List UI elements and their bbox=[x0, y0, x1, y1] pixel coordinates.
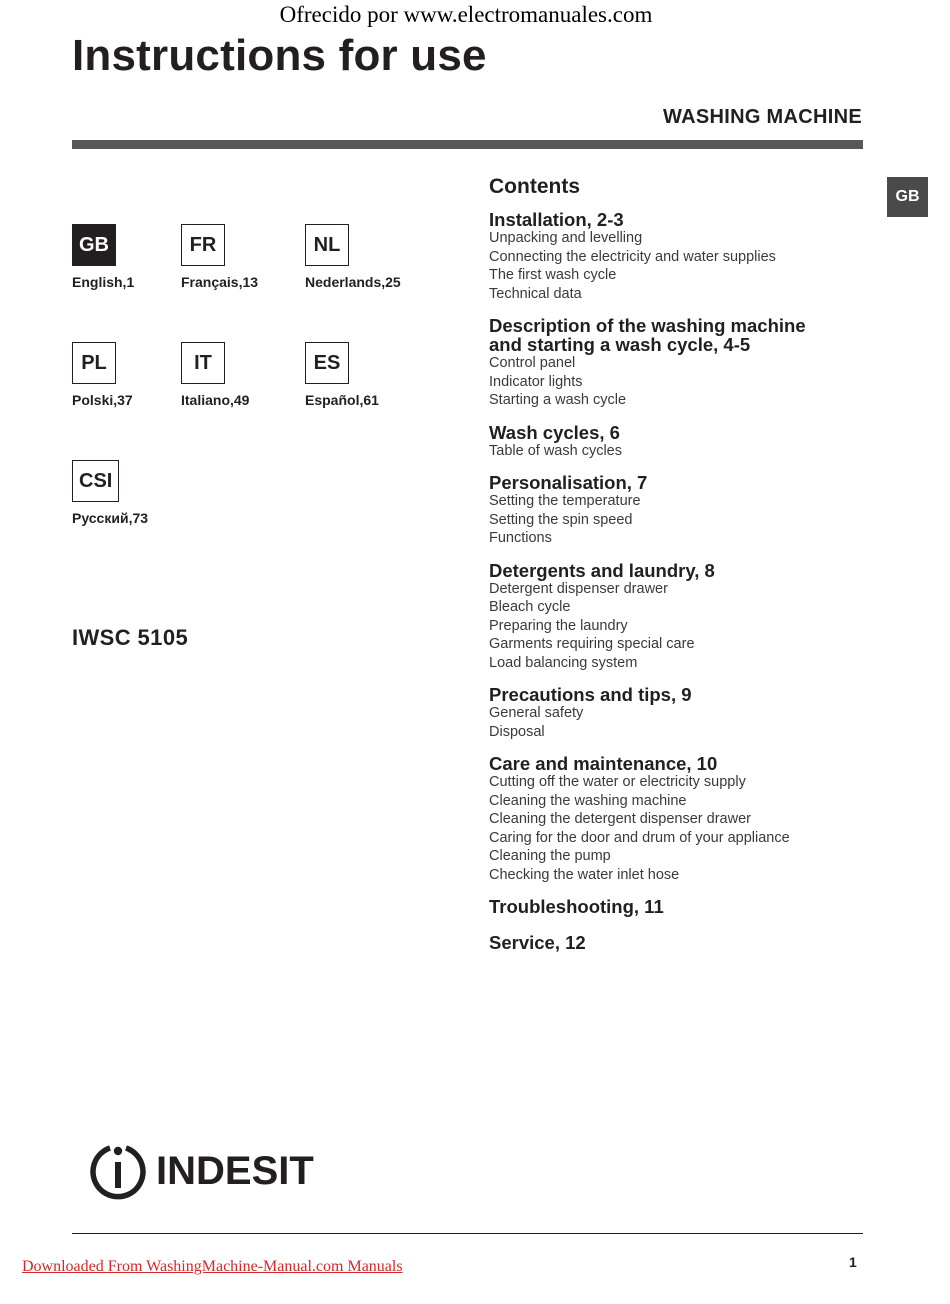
brand-name: INDESIT bbox=[156, 1149, 314, 1193]
toc-item[interactable]: Cutting off the water or electricity supply bbox=[489, 774, 746, 790]
toc-item[interactable]: Setting the spin speed bbox=[489, 511, 633, 528]
language-label: Français,13 bbox=[181, 274, 259, 290]
toc-item[interactable]: The first wash cycle bbox=[489, 267, 617, 283]
page-title: Instructions for use bbox=[72, 31, 487, 80]
language-fr[interactable] bbox=[181, 224, 321, 290]
language-es[interactable] bbox=[305, 342, 445, 408]
toc-item[interactable]: Detergent dispenser drawer bbox=[489, 580, 668, 597]
toc-section-service bbox=[489, 933, 869, 952]
language-code-box: PL bbox=[72, 342, 116, 384]
toc-section-personalisation bbox=[489, 473, 869, 548]
language-code-box: ES bbox=[305, 342, 349, 384]
language-code-box: CSI bbox=[72, 460, 119, 502]
toc-section-installation bbox=[489, 210, 869, 303]
language-code-box: GB bbox=[72, 224, 116, 266]
toc-item[interactable]: Connecting the electricity and water supplies bbox=[489, 248, 776, 265]
toc-item[interactable]: General safety bbox=[489, 705, 584, 721]
toc-item[interactable]: Technical data bbox=[489, 285, 582, 302]
language-label: Español,61 bbox=[305, 392, 379, 408]
toc-section-title[interactable]: Service, 12 bbox=[489, 932, 586, 953]
toc-section-description bbox=[489, 316, 869, 410]
toc-section-title[interactable]: Troubleshooting, 11 bbox=[489, 896, 664, 917]
language-it[interactable] bbox=[181, 342, 321, 408]
toc-section-title[interactable]: Detergents and laundry, 8 bbox=[489, 559, 715, 581]
toc-section-title[interactable]: Care and maintenance, 10 bbox=[489, 753, 718, 774]
language-csi[interactable] bbox=[72, 460, 212, 526]
toc-item[interactable]: Caring for the door and drum of your appliance bbox=[489, 829, 790, 846]
toc-section-care bbox=[489, 754, 869, 884]
title-divider-bar bbox=[72, 140, 863, 149]
language-label: Italiano,49 bbox=[181, 392, 250, 408]
toc-section-precautions bbox=[489, 685, 869, 741]
top-note: Ofrecido por www.electromanuales.com bbox=[279, 2, 653, 27]
document-subtitle: WASHING MACHINE bbox=[663, 106, 862, 128]
indesit-logo-icon bbox=[88, 1141, 148, 1201]
toc-section-title[interactable]: Wash cycles, 6 bbox=[489, 421, 620, 443]
page-number: 1 bbox=[849, 1254, 857, 1270]
side-language-tab: GB bbox=[887, 177, 928, 217]
toc-section-title-continued[interactable]: and starting a wash cycle, 4-5 bbox=[489, 334, 751, 355]
contents-heading: Contents bbox=[489, 175, 580, 198]
toc-section-detergents bbox=[489, 561, 869, 673]
toc-item[interactable]: Cleaning the detergent dispenser drawer bbox=[489, 811, 751, 827]
toc-item[interactable]: Preparing the laundry bbox=[489, 617, 628, 634]
toc-section-title[interactable]: Description of the washing machine bbox=[489, 315, 806, 336]
toc-item[interactable]: Indicator lights bbox=[489, 373, 583, 390]
toc-item[interactable]: Load balancing system bbox=[489, 654, 638, 671]
toc-section-troubleshooting bbox=[489, 897, 869, 916]
toc-item[interactable]: Setting the temperature bbox=[489, 493, 641, 509]
toc-section-title[interactable]: Installation, 2-3 bbox=[489, 209, 624, 230]
toc-item[interactable]: Checking the water inlet hose bbox=[489, 866, 680, 883]
language-label: English,1 bbox=[72, 274, 135, 290]
language-code-box: FR bbox=[181, 224, 225, 266]
footer-divider bbox=[72, 1233, 863, 1234]
toc-item[interactable]: Starting a wash cycle bbox=[489, 392, 627, 408]
brand-logo bbox=[88, 1141, 314, 1201]
toc-item[interactable]: Unpacking and levelling bbox=[489, 230, 643, 246]
toc-section-title[interactable]: Personalisation, 7 bbox=[489, 472, 648, 493]
table-of-contents bbox=[489, 174, 869, 965]
toc-item[interactable]: Cleaning the washing machine bbox=[489, 792, 687, 809]
toc-item[interactable]: Bleach cycle bbox=[489, 599, 571, 615]
toc-item[interactable]: Disposal bbox=[489, 723, 545, 740]
download-source-link[interactable]: Downloaded From WashingMachine-Manual.com Manuals bbox=[22, 1258, 403, 1275]
toc-item[interactable]: Garments requiring special care bbox=[489, 636, 695, 652]
toc-section-title[interactable]: Precautions and tips, 9 bbox=[489, 684, 692, 705]
language-label: Polski,37 bbox=[72, 392, 133, 408]
language-code-box: IT bbox=[181, 342, 225, 384]
language-nl[interactable] bbox=[305, 224, 445, 290]
toc-item[interactable]: Cleaning the pump bbox=[489, 848, 611, 864]
model-number: IWSC 5105 bbox=[72, 625, 189, 650]
language-label: Nederlands,25 bbox=[305, 274, 401, 290]
toc-item[interactable]: Functions bbox=[489, 530, 552, 546]
toc-item[interactable]: Table of wash cycles bbox=[489, 442, 622, 459]
toc-item[interactable]: Control panel bbox=[489, 355, 576, 371]
toc-section-wash-cycles bbox=[489, 423, 869, 461]
language-label: Русский,73 bbox=[72, 510, 149, 526]
language-code-box: NL bbox=[305, 224, 349, 266]
